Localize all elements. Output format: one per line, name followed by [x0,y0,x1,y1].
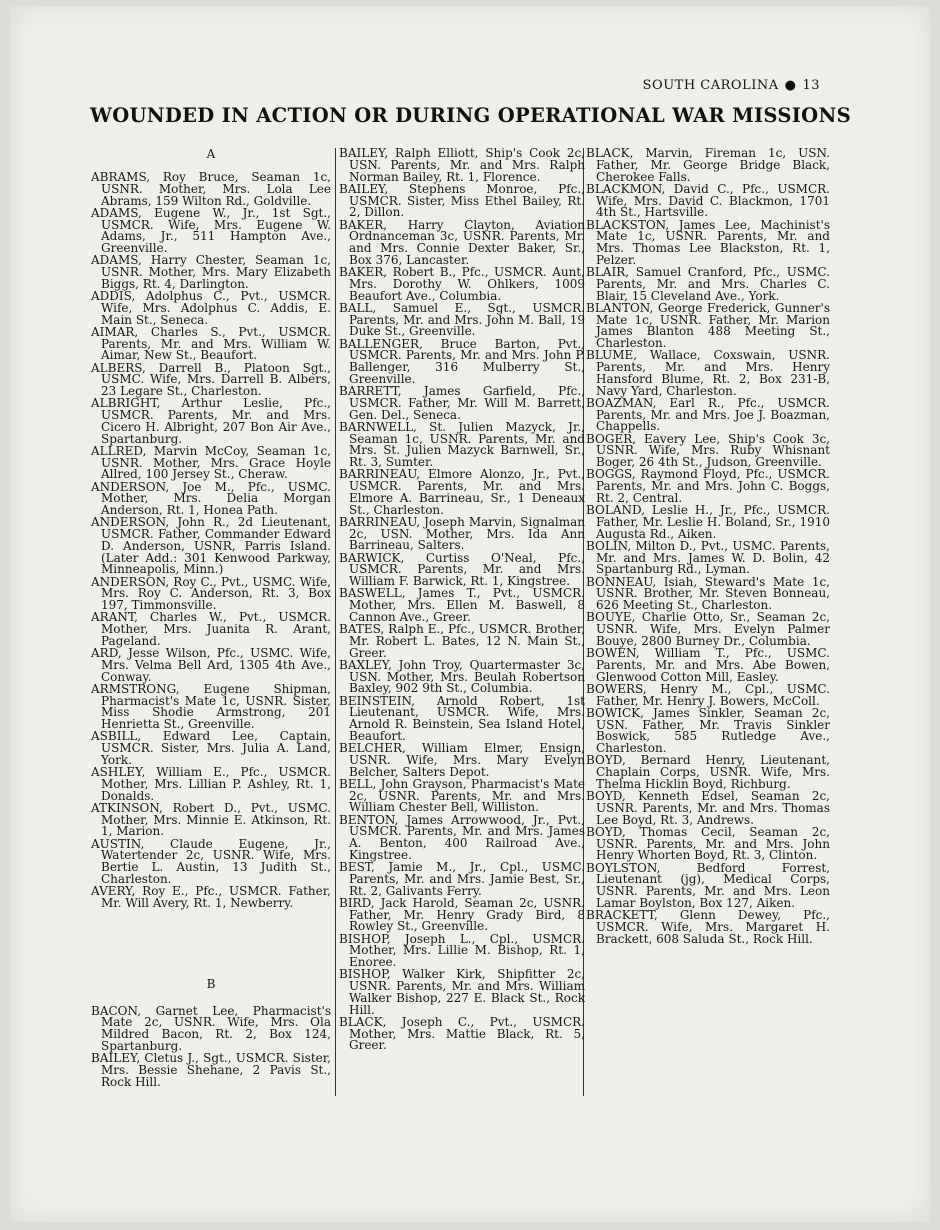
casualty-entry: BARRINEAU, Joseph Marvin, Signalman 2c, USN. Mother, Mrs. Ida Ann Barrineau, Salters. [339,514,585,553]
page-title: WOUNDED IN ACTION OR DURING OPERATIONAL WAR MISSIONS [90,104,851,127]
casualty-entry: ADDIS, Adolphus C., Pvt., USMCR. Wife, Mrs. Adolphus C. Addis, E. Main St., Seneca. [91,289,331,327]
casualty-entry: BOWEN, William T., Pfc., USMC. Parents, Mr. and Mrs. Abe Bowen, Glenwood Cotton Mill, Easley. [586,646,830,684]
casualty-entry: BLAIR, Samuel Cranford, Pfc., USMC. Parents, Mr. and Mrs. Charles C. Blair, 15 Cleveland Ave., York. [586,265,830,303]
casualty-entry: BASWELL, James T., Pvt., USMCR. Mother, Mrs. Ellen M. Baswell, 8 Cannon Ave., Greer. [339,586,585,624]
state-name: SOUTH CAROLINA [642,78,779,93]
entry-list-b [91,1003,331,1089]
casualty-entry: BARRINEAU, Elmore Alonzo, Jr., Pvt., USMCR. Parents, Mr. and Mrs. Elmore A. Barrineau, Sr., 1 Deneaux St., Charleston. [339,467,585,517]
page-number: 13 [802,78,820,93]
casualty-entry: BACON, Garnet Lee, Pharmacist's Mate 2c, USNR. Wife, Mrs. Ola Mildred Bacon, Rt. 2, Box 124, Spartanburg. [91,1003,331,1053]
casualty-entry: BARNWELL, St. Julien Mazyck, Jr., Seaman 1c, USNR. Parents, Mr. and Mrs. St. Julien Mazyck Barnwell, Sr., Rt. 3, Sumter. [339,419,585,469]
section-letter-b: B [206,976,216,991]
casualty-entry: BOYD, Kenneth Edsel, Seaman 2c, USNR. Parents, Mr. and Mrs. Thomas Lee Boyd, Rt. 3, Andrews. [586,789,830,827]
casualty-entry: AIMAR, Charles S., Pvt., USMCR. Parents, Mr. and Mrs. William W. Aimar, New St., Beaufort. [91,324,331,363]
casualty-entry: BELL, John Grayson, Pharmacist's Mate 2c, USNR. Parents, Mr. and Mrs. William Chester Bell, Williston. [339,776,585,815]
casualty-entry: BALL, Samuel E., Sgt., USMCR. Parents, Mr. and Mrs. John M. Ball, 19 Duke St., Greenville. [339,300,585,339]
casualty-entry: BONNEAU, Isiah, Steward's Mate 1c, USNR. Brother, Mr. Steven Bonneau, 626 Meeting St., Charleston. [586,574,830,612]
casualty-entry: BOYLSTON, Bedford Forrest, Lieutenant (jg), Medical Corps, USNR. Parents, Mr. and Mrs. Leon Lamar Boylston, Box 127, Aiken. [586,860,830,910]
bullet-icon: ● [784,78,797,93]
casualty-entry: BOUYE, Charlie Otto, Sr., Seaman 2c, USNR. Wife, Mrs. Evelyn Palmer Bouye, 2800 Burney Dr., Columbia. [586,610,830,648]
casualty-entry: BOGGS, Raymond Floyd, Pfc., USMCR. Parents, Mr. and Mrs. John C. Boggs, Rt. 2, Central. [586,467,830,505]
casualty-entry: BOGER, Eavery Lee, Ship's Cook 3c, USNR. Wife, Mrs. Ruby Whisnant Boger, 26 4th St., Judson, Greenville. [586,431,830,469]
casualty-entry: ATKINSON, Robert D., Pvt., USMC. Mother, Mrs. Minnie E. Atkinson, Rt. 1, Marion. [91,800,331,839]
casualty-entry: BLACKSTON, James Lee, Machinist's Mate 1c, USNR. Parents, Mr. and Mrs. Thomas Lee Blackston, Rt. 1, Pelzer. [586,217,830,267]
casualty-entry: BLUME, Wallace, Coxswain, USNR. Parents, Mr. and Mrs. Henry Hansford Blume, Rt. 2, Box 231-B, Navy Yard, Charleston. [586,348,830,398]
casualty-entry: BOAZMAN, Earl R., Pfc., USMCR. Parents, Mr. and Mrs. Joe J. Boazman, Chappells. [586,395,830,434]
casualty-entry: ALBRIGHT, Arthur Leslie, Pfc., USMCR. Parents, Mr. and Mrs. Cicero H. Albright, 207 Bon Air Ave., Spartanburg. [91,396,331,446]
column-divider [335,148,336,1096]
casualty-entry: ALLRED, Marvin McCoy, Seaman 1c, USNR. Mother, Mrs. Grace Hoyle Allred, 100 Jersey St., Cheraw. [91,443,331,482]
casualty-entry: BARWICK, Curtiss O'Neal, Pfc., USMCR. Parents, Mr. and Mrs. William F. Barwick, Rt. 1, Kingstree. [339,550,585,588]
column-2 [339,148,585,1053]
casualty-entry: BIRD, Jack Harold, Seaman 2c, USNR. Father, Mr. Henry Grady Bird, 8 Rowley St., Greenville. [339,895,585,934]
casualty-entry: BISHOP, Walker Kirk, Shipfitter 2c, USNR. Parents, Mr. and Mrs. William Walker Bishop, 227 E. Black St., Rock Hill. [339,967,585,1017]
casualty-entry: ANDERSON, Roy C., Pvt., USMC. Wife, Mrs. Roy C. Anderson, Rt. 3, Box 197, Timmonsville. [91,574,331,612]
casualty-entry: BLACKMON, David C., Pfc., USMCR. Wife, Mrs. David C. Blackmon, 1701 4th St., Hartsville. [586,181,830,220]
casualty-entry: BAKER, Harry Clayton, Aviation Ordnanceman 3c, USNR. Parents, Mr. and Mrs. Connie Dexter Baker, Sr., Box 376, Lancaster. [339,217,585,267]
casualty-entry: BARRETT, James Garfield, Pfc., USMCR. Father, Mr. Will M. Barrett, Gen. Del., Seneca. [339,384,585,422]
casualty-entry: BRACKETT, Glenn Dewey, Pfc., USMCR. Wife, Mrs. Margaret H. Brackett, 608 Saluda St., Rock Hill. [586,908,830,946]
casualty-entry: ANDERSON, John R., 2d Lieutenant, USMCR. Father, Commander Edward D. Anderson, USNR, Parris Island. (Later Add.: 301 Kenwood Parkway, Minneapolis, Minn.) [91,515,331,577]
running-head [643,78,820,93]
casualty-entry: BLACK, Joseph C., Pvt., USMCR. Mother, Mrs. Mattie Black, Rt. 5, Greer. [339,1014,585,1053]
casualty-entry: BAILEY, Ralph Elliott, Ship's Cook 2c, USN. Parents, Mr. and Mrs. Ralph Norman Bailey, Rt. 1, Florence. [339,146,585,184]
casualty-entry: BAILEY, Stephens Monroe, Pfc., USMCR. Sister, Miss Ethel Bailey, Rt. 2, Dillon. [339,181,585,220]
column-3 [586,148,830,946]
casualty-entry: BOLAND, Leslie H., Jr., Pfc., USMCR. Father, Mr. Leslie H. Boland, Sr., 1910 Augusta Rd., Aiken. [586,503,830,541]
casualty-entry: ADAMS, Eugene W., Jr., 1st Sgt., USMCR. Wife, Mrs. Eugene W. Adams, Jr., 511 Hampton Ave., Greenville. [91,205,331,255]
casualty-entry: ARANT, Charles W., Pvt., USMCR. Mother, Mrs. Juanita R. Arant, Pageland. [91,610,331,648]
casualty-entry: ADAMS, Harry Chester, Seaman 1c, USNR. Mother, Mrs. Mary Elizabeth Biggs, Rt. 4, Darlington. [91,253,331,291]
column-1 [91,148,331,1089]
casualty-entry: BOYD, Thomas Cecil, Seaman 2c, USNR. Parents, Mr. and Mrs. John Henry Whorten Boyd, Rt. 3, Clinton. [586,824,830,863]
casualty-entry: BOYD, Bernard Henry, Lieutenant, Chaplain Corps, USNR. Wife, Mrs. Thelma Hicklin Boyd, Richburg. [586,753,830,791]
casualty-entry: BLANTON, George Frederick, Gunner's Mate 1c, USNR. Father, Mr. Marion James Blanton 488 Meeting St., Charleston. [586,300,830,350]
casualty-entry: BATES, Ralph E., Pfc., USMCR. Brother, Mr. Robert L. Bates, 12 N. Main St., Greer. [339,622,585,660]
entry-list [339,148,585,1052]
casualty-entry: AUSTIN, Claude Eugene, Jr., Watertender 2c, USNR. Wife, Mrs. Bertie L. Austin, 13 Judith St., Charleston. [91,836,331,886]
entry-list-a [91,172,331,910]
entry-list [586,148,830,945]
casualty-entry: ASHLEY, William E., Pfc., USMCR. Mother, Mrs. Lillian P. Ashley, Rt. 1, Donalds. [91,765,331,803]
casualty-entry: BOLIN, Milton D., Pvt., USMC. Parents, Mr. and Mrs. James W. D. Bolin, 42 Spartanburg Rd., Lyman. [586,538,830,577]
casualty-entry: BELCHER, William Elmer, Ensign, USNR. Wife, Mrs. Mary Evelyn Belcher, Salters Depot. [339,741,585,779]
casualty-entry: BOWICK, James Sinkler, Seaman 2c, USN. Father, Mr. Travis Sinkler Boswick, 585 Rutledge Ave., Charleston. [586,705,830,755]
casualty-entry: ABRAMS, Roy Bruce, Seaman 1c, USNR. Mother, Mrs. Lola Lee Abrams, 159 Wilton Rd., Goldville. [91,170,331,208]
casualty-entry: ARD, Jesse Wilson, Pfc., USMC. Wife, Mrs. Velma Bell Ard, 1305 4th Ave., Conway. [91,646,331,684]
casualty-entry: BAKER, Robert B., Pfc., USMCR. Aunt, Mrs. Dorothy W. Ohlkers, 1009 Beaufort Ave., Columbia. [339,265,585,303]
casualty-entry: BALLENGER, Bruce Barton, Pvt., USMCR. Parents, Mr. and Mrs. John P. Ballenger, 316 Mulberry St., Greenville. [339,336,585,386]
casualty-entry: ALBERS, Darrell B., Platoon Sgt., USMC. Wife, Mrs. Darrell B. Albers, 23 Legare St., Charleston. [91,360,331,398]
casualty-entry: AVERY, Roy E., Pfc., USMCR. Father, Mr. Will Avery, Rt. 1, Newberry. [91,884,331,910]
casualty-entry: BOWERS, Henry M., Cpl., USMC. Father, Mr. Henry J. Bowers, McColl. [586,681,830,708]
casualty-entry: ARMSTRONG, Eugene Shipman, Pharmacist's Mate 1c, USNR. Sister, Miss Shodie Armstrong, 201 Henrietta St., Greenville. [91,681,331,731]
casualty-entry: BAILEY, Cletus J., Sgt., USMCR. Sister, Mrs. Bessie Shehane, 2 Pavis St., Rock Hill. [91,1051,331,1089]
casualty-entry: BEST, Jamie M., Jr., Cpl., USMC. Parents, Mr. and Mrs. Jamie Best, Sr., Rt. 2, Galivants Ferry. [339,860,585,898]
section-letter-a: A [206,147,216,161]
casualty-entry: ASBILL, Edward Lee, Captain, USMCR. Sister, Mrs. Julia A. Land, York. [91,729,331,767]
casualty-entry: BAXLEY, John Troy, Quartermaster 3c, USN. Mother, Mrs. Beulah Robertson Baxley, 902 9th St., Columbia. [339,657,585,696]
casualty-entry: BENTON, James Arrowwood, Jr., Pvt., USMCR. Parents, Mr. and Mrs. James A. Benton, 400 Railroad Ave., Kingstree. [339,812,585,862]
casualty-entry: BEINSTEIN, Arnold Robert, 1st Lieutenant, USMCR. Wife, Mrs. Arnold R. Beinstein, Sea Island Hotel, Beaufort. [339,693,585,743]
casualty-entry: BLACK, Marvin, Fireman 1c, USN. Father, Mr. George Bridge Black, Cherokee Falls. [586,146,830,184]
casualty-entry: BISHOP, Joseph L., Cpl., USMCR. Mother, Mrs. Lillie M. Bishop, Rt. 1, Enoree. [339,931,585,969]
casualty-entry: ANDERSON, Joe M., Pfc., USMC. Mother, Mrs. Delia Morgan Anderson, Rt. 1, Honea Path. [91,479,331,517]
